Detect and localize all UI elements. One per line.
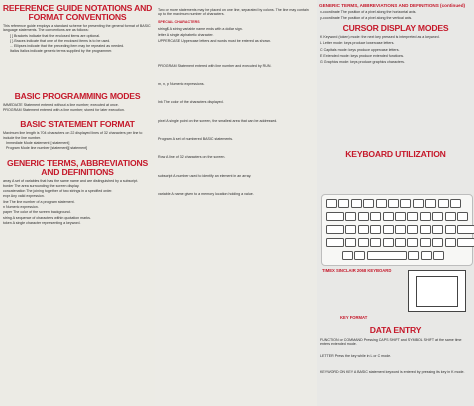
term-item: expr Any valid expression. bbox=[3, 194, 45, 199]
term-item: letter A single alphabetic character. bbox=[158, 33, 214, 38]
key bbox=[342, 251, 353, 260]
key bbox=[383, 238, 394, 247]
key bbox=[445, 212, 456, 221]
format-intro: Maximum line length is 704 characters on 22 displayed lines of 32 characters per line to include the line number. bbox=[3, 131, 143, 140]
continued-heading: GENERIC TERMS, ABBREVIATIONS AND DEFINITIONS (continued) bbox=[319, 3, 466, 8]
key bbox=[358, 225, 369, 234]
cursor-mode-item: L Letter mode: keys produce lowercase letters. bbox=[320, 41, 395, 46]
term-item: string$ A string variable name ends with a dollar sign. bbox=[158, 26, 243, 31]
key bbox=[370, 225, 381, 234]
data-entry-item: LETTER Press the key while in L or C mode. bbox=[320, 354, 392, 358]
key-row bbox=[326, 212, 468, 221]
term-item: Row A line of 32 characters on the screen. bbox=[158, 155, 226, 160]
key bbox=[445, 225, 456, 234]
key bbox=[413, 199, 424, 208]
programming-modes-heading: BASIC PROGRAMMING MODES bbox=[14, 90, 141, 101]
program-mode: PROGRAM Statement entered with a line number; stored for later execution. bbox=[3, 108, 125, 113]
key bbox=[420, 225, 431, 234]
term-item: line The line number of a program statement. bbox=[3, 199, 75, 204]
key-cap-outline bbox=[416, 276, 458, 307]
key bbox=[395, 225, 406, 234]
term-item: pixel A single point on the screen, the smallest area that can be addressed. bbox=[158, 118, 278, 123]
key bbox=[338, 199, 349, 208]
term-item: subscript A number used to identify an element in an array. bbox=[158, 173, 252, 178]
key-format-diagram bbox=[408, 270, 466, 312]
special-chars-heading: SPECIAL CHARACTERS bbox=[158, 19, 200, 24]
key-row bbox=[326, 199, 461, 208]
generic-terms-heading: GENERIC TERMS, ABBREVIATIONS AND DEFINITIONS bbox=[7, 157, 148, 177]
key bbox=[358, 212, 369, 221]
key bbox=[445, 238, 456, 247]
term-item: Program A set of numbered BASIC statements. bbox=[158, 136, 234, 141]
key bbox=[345, 225, 356, 234]
key bbox=[457, 212, 468, 221]
term-item: paper The color of the screen background. bbox=[3, 210, 71, 215]
key bbox=[345, 238, 356, 247]
key bbox=[367, 251, 407, 260]
term-item: PROGRAM Statement entered with line number and executed by RUN. bbox=[158, 63, 272, 68]
key bbox=[383, 212, 394, 221]
term-item: Ink The color of the characters displayed. bbox=[158, 100, 224, 105]
key bbox=[421, 251, 432, 260]
immediate-format: Immediate Mode statement [:statement] bbox=[6, 140, 70, 145]
key bbox=[407, 212, 418, 221]
keyboard-caption: TIMEX SINCLAIR 2068 KEYBOARD bbox=[322, 268, 392, 273]
key bbox=[326, 212, 344, 221]
cursor-mode-item: K Keyword (token) mode: the next key pressed is interpreted as a keyword. bbox=[320, 35, 440, 39]
immediate-mode: IMMEDIATE Statement entered without a line number; executed at once. bbox=[3, 102, 119, 107]
key bbox=[326, 225, 344, 234]
notation-item: Italics Italics indicate generic terms supplied by the programmer. bbox=[10, 49, 113, 54]
term-item: string A sequence of characters within quotation marks. bbox=[3, 215, 91, 220]
key bbox=[425, 199, 436, 208]
key bbox=[383, 225, 394, 234]
key bbox=[438, 199, 449, 208]
key bbox=[407, 238, 418, 247]
notation-item: [ ] Brackets indicate that the enclosed items are optional. bbox=[10, 33, 101, 38]
key bbox=[351, 199, 362, 208]
middle-column bbox=[158, 0, 313, 406]
key-row bbox=[342, 251, 444, 260]
data-entry-heading: DATA ENTRY bbox=[369, 325, 422, 335]
cursor-mode-item: G Graphics mode: keys produce graphics characters. bbox=[320, 60, 405, 65]
key bbox=[400, 199, 411, 208]
notations-intro: This reference guide employs a standard scheme for presenting the general format of BASIC language statements. The conventions are as follows: bbox=[3, 24, 151, 33]
notation-item: { } Braces indicate that one of the enclosed items is to be used. bbox=[10, 38, 111, 43]
key bbox=[354, 251, 365, 260]
cursor-modes-heading: CURSOR DISPLAY MODES bbox=[342, 23, 449, 33]
key bbox=[358, 238, 369, 247]
key bbox=[326, 199, 337, 208]
data-entry-item: KEYWORD ON KEY A BASIC statement keyword is entered by pressing its key in K mode. bbox=[320, 370, 465, 374]
key bbox=[376, 199, 387, 208]
key bbox=[370, 238, 381, 247]
key-row bbox=[326, 225, 474, 234]
key bbox=[450, 199, 461, 208]
key bbox=[457, 225, 474, 234]
key bbox=[407, 225, 418, 234]
term-item: m, n, p Numeric expressions. bbox=[158, 82, 205, 87]
term-item: UPPERCASE Uppercase letters and words must be entered as shown. bbox=[158, 39, 272, 44]
key bbox=[395, 212, 406, 221]
key bbox=[420, 212, 431, 221]
program-format: Program Mode line number [statement][:statement] bbox=[6, 146, 88, 151]
key bbox=[432, 212, 443, 221]
key-format-label: KEY FORMAT bbox=[340, 315, 368, 320]
key bbox=[345, 212, 356, 221]
key bbox=[388, 199, 399, 208]
notation-item: ... Ellipses indicate that the preceding item may be repeated as needed. bbox=[10, 44, 125, 49]
key bbox=[432, 225, 443, 234]
key bbox=[433, 251, 444, 260]
key bbox=[457, 238, 474, 247]
continuation-text: Two or more statements may be placed on one line, separated by colons. The line may contain up to the maximum number of characters. bbox=[158, 8, 309, 17]
term-item: array A set of variables that has the same name and are distinguished by a subscript. bbox=[3, 178, 139, 183]
data-entry-item: FUNCTION or COMMAND Pressing CAPS SHIFT and SYMBOL SHIFT at the same time enters extended mode. bbox=[320, 338, 462, 347]
term-item: concatenation The joining together of two strings in a specified order. bbox=[3, 189, 113, 194]
key bbox=[420, 238, 431, 247]
key bbox=[395, 238, 406, 247]
term-item: y-coordinate The position of a pixel along the vertical axis. bbox=[320, 15, 413, 20]
key bbox=[370, 212, 381, 221]
keyboard-diagram bbox=[321, 194, 473, 266]
left-column bbox=[0, 0, 155, 406]
cursor-mode-item: E Extended mode: keys produce extended functions. bbox=[320, 53, 405, 58]
term-item: border The area surrounding the screen display. bbox=[3, 183, 80, 188]
term-item: x-coordinate The position of a pixel along the horizontal axis. bbox=[320, 10, 417, 15]
key-row bbox=[326, 238, 474, 247]
term-item: variable A name given to a memory location holding a value. bbox=[158, 191, 254, 196]
statement-format-heading: BASIC STATEMENT FORMAT bbox=[20, 119, 135, 130]
notations-heading: REFERENCE GUIDE NOTATIONS AND FORMAT CONVENTIONS bbox=[2, 3, 153, 22]
term-item: token A single character representing a keyword. bbox=[3, 220, 81, 225]
keyboard-heading: KEYBOARD UTILIZATION bbox=[345, 149, 446, 159]
term-item: n Numeric expression. bbox=[3, 205, 39, 210]
key bbox=[363, 199, 374, 208]
key bbox=[326, 238, 344, 247]
key bbox=[408, 251, 419, 260]
key bbox=[432, 238, 443, 247]
cursor-mode-item: C Capitals mode: keys produce uppercase letters. bbox=[320, 47, 400, 52]
